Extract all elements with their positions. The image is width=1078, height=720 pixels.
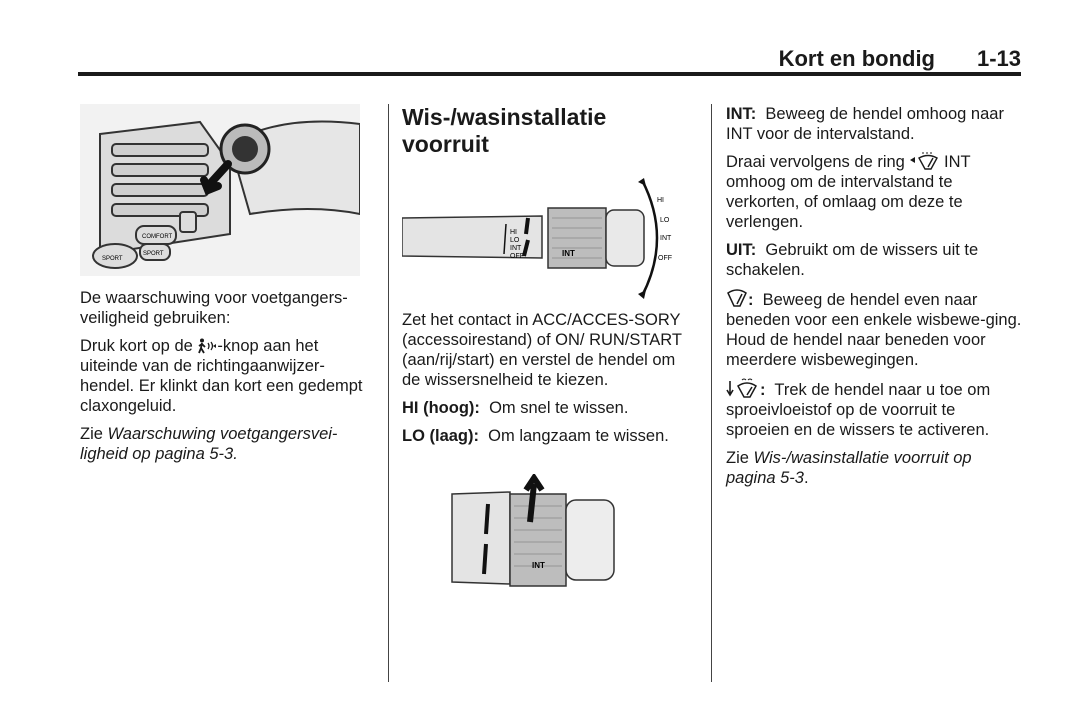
fig-label: OFF xyxy=(510,253,524,260)
fig-label: INT xyxy=(510,245,522,252)
column-1 xyxy=(80,104,378,472)
fig-label: LO xyxy=(660,217,670,224)
wiper-lever-figure xyxy=(402,178,682,300)
fig-label: OFF xyxy=(658,255,672,262)
paragraph: Zet het contact in ACC/ACCES-SORY (accessoirestand) of ON/ RUN/START (aan/rij/start) en verstel de hendel om de wissersnelheid te kiezen. xyxy=(402,311,682,389)
column-divider xyxy=(711,104,712,682)
definition-lo: LO (laag): Om langzaam te wissen. xyxy=(402,427,669,445)
definition-hi: HI (hoog): Om snel te wissen. xyxy=(402,399,629,417)
mist-wiper-icon xyxy=(726,288,748,308)
interval-wiper-icon xyxy=(909,152,939,170)
definition-int: INT: Beweeg de hendel omhoog naar INT voor de intervalstand. xyxy=(726,105,1004,143)
fig-label: INT xyxy=(532,561,545,570)
pedestrian-button-figure xyxy=(80,104,360,276)
column-2 xyxy=(402,104,698,592)
fig-label: HI xyxy=(510,229,517,236)
definition-uit: UIT: Gebruikt om de wissers uit te schakelen. xyxy=(726,241,979,279)
fig-label: SPORT xyxy=(102,256,123,262)
definition-wash: : Trek de hendel naar u toe om sproeivloeistof op de voorruit te sproeien en de wissers te activeren. xyxy=(726,378,1022,440)
paragraph: Druk kort op de -knop aan het uiteinde van de richtingaanwijzer-hendel. Er klinkt dan kort een gedempt claxongeluid. xyxy=(80,337,363,415)
fig-label: HI xyxy=(657,197,664,204)
column-divider xyxy=(388,104,389,682)
definition-mist: : Beweeg de hendel even naar beneden voor een enkele wisbewe-ging. Houd de hendel naar beneden voor meerdere wisbewegingen. xyxy=(726,288,1022,370)
fig-label: INT xyxy=(562,249,575,258)
wiper-ring-figure xyxy=(392,474,672,592)
paragraph-reference: Zie Waarschuwing voetgangersvei-ligheid op pagina 5-3. xyxy=(80,425,338,463)
header-rule xyxy=(78,72,1021,76)
section-title: Kort en bondig xyxy=(778,46,935,71)
paragraph-ring: Draai vervolgens de ring INT omhoog om de intervalstand te verkorten, of omlaag om deze te verlengen. xyxy=(726,153,971,231)
pedestrian-icon xyxy=(197,338,217,354)
fig-label: SPORT xyxy=(143,251,164,257)
fig-label: INT xyxy=(660,235,672,242)
fig-label: LO xyxy=(510,237,520,244)
column-3 xyxy=(726,104,1022,496)
page-header xyxy=(0,40,1078,74)
paragraph-reference: Zie Wis-/wasinstallatie voorruit op pagina 5-3. xyxy=(726,449,972,487)
washer-icon xyxy=(726,378,760,398)
section-heading: Wis-/wasinstallatie voorruit xyxy=(402,104,607,157)
page-number: 1-13 xyxy=(976,46,1021,71)
paragraph: De waarschuwing voor voetgangers-veiligheid gebruiken: xyxy=(80,289,348,327)
fig-label: COMFORT xyxy=(142,234,173,240)
